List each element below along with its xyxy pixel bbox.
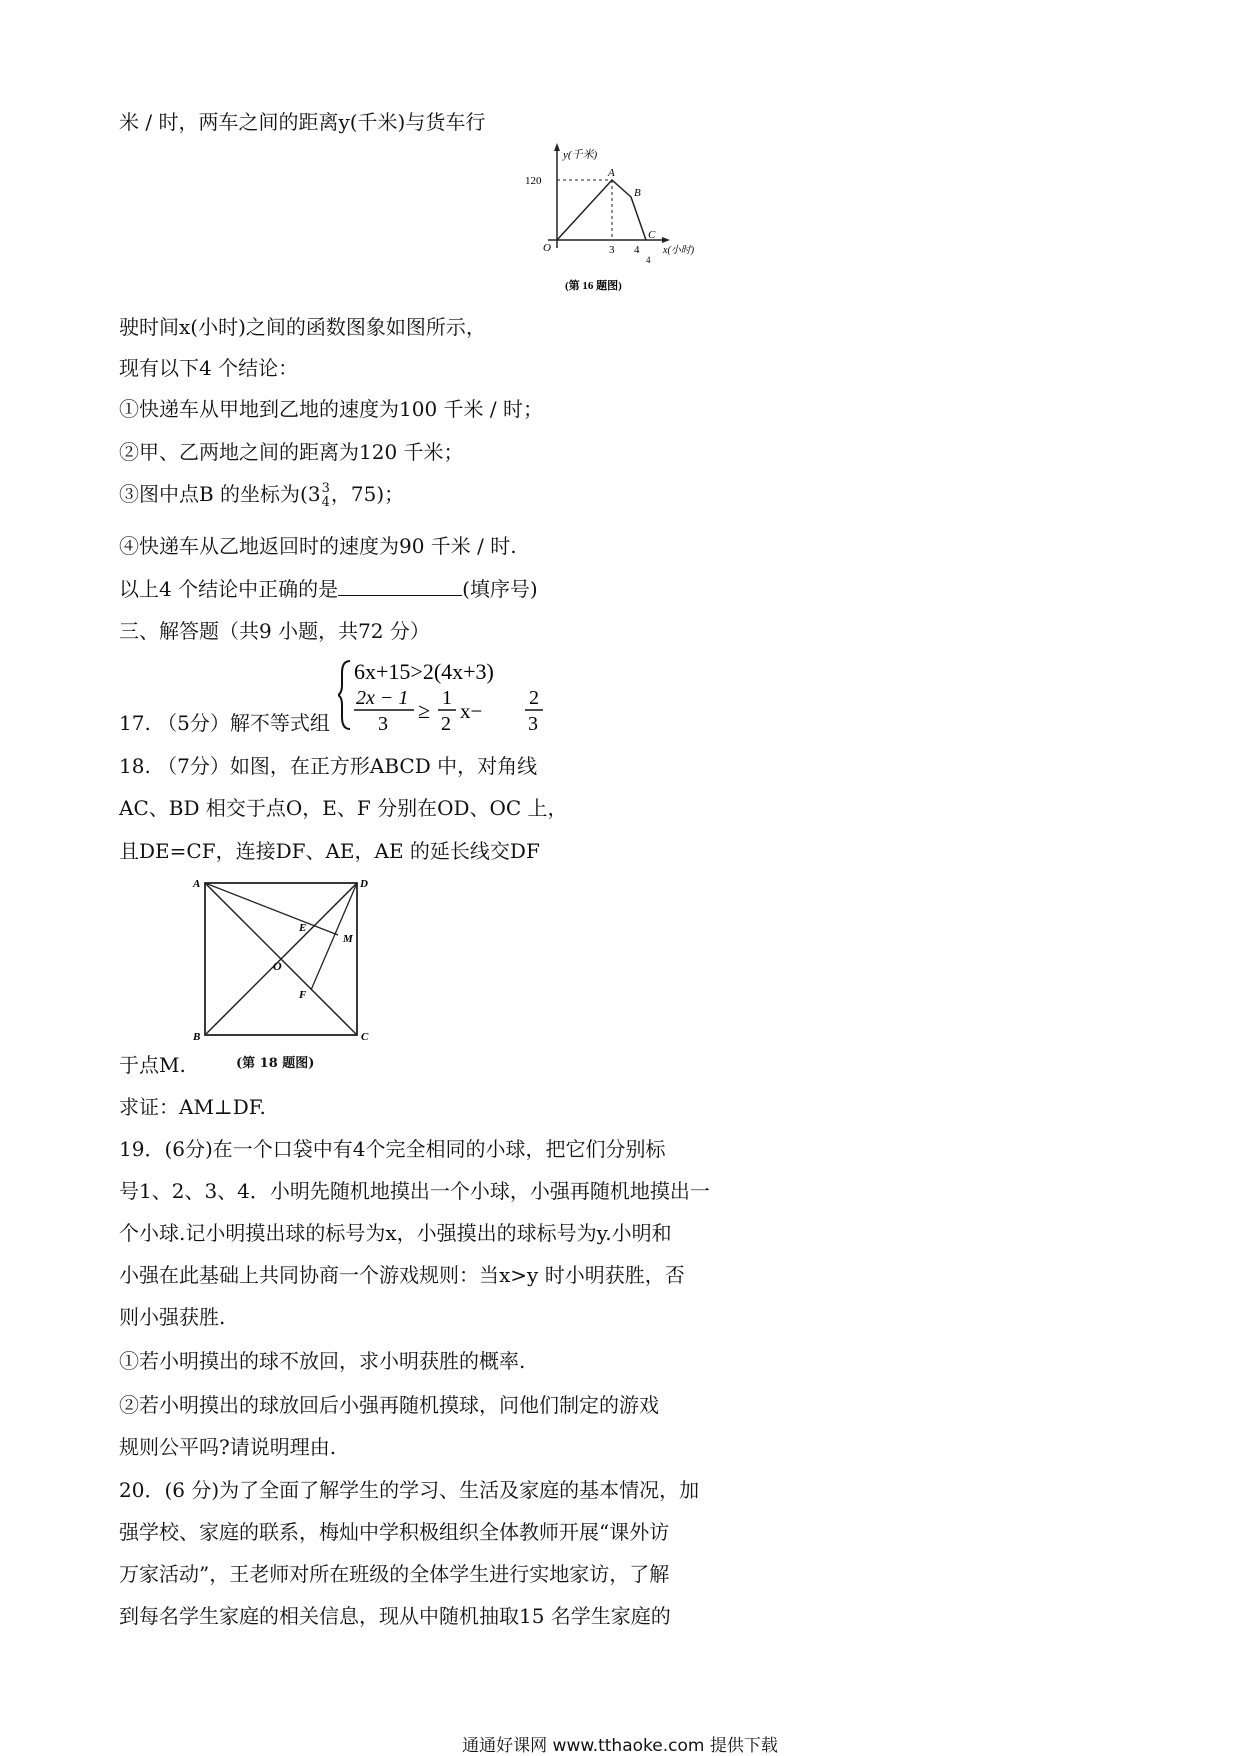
y-tick-120: 120 (525, 175, 542, 187)
row2-denominator-3: 3 (528, 713, 538, 735)
question-19-part-1: ①若小明摸出的球不放回，求小明获胜的概率. (119, 1349, 526, 1373)
row2-numerator-1: 2x − 1 (356, 687, 409, 709)
text-line-7: ④快递车从乙地返回时的速度为90 千米 / 时. (119, 534, 517, 558)
question-19-part-2-line-2: 规则公平吗?请说明理由. (119, 1435, 337, 1459)
text-line-8-post: (填序号) (462, 577, 538, 601)
question-18-line-3: 且DE=CF，连接DF、AE，AE 的延长线交DF (119, 839, 540, 863)
text-line-6 (119, 478, 404, 510)
row2-middle: x− (460, 699, 483, 723)
text-line-8-pre: 以上4 个结论中正确的是 (119, 577, 339, 601)
graph-polyline (557, 180, 646, 240)
question-17: 17. （5分）解不等式组 (119, 711, 330, 735)
figure-18-square (185, 875, 380, 1065)
point-b-label: B (634, 187, 641, 199)
greater-equal-sign: ≥ (418, 698, 431, 723)
x-tick-frac: 4 (646, 255, 651, 265)
x-tick-3: 3 (609, 244, 615, 256)
question-20-line-4: 到每名学生家庭的相关信息，现从中随机抽取15 名学生家庭的 (119, 1604, 671, 1628)
text-line-6-post: ，75)； (330, 482, 405, 506)
question-18-line-1: 18. （7分）如图，在正方形ABCD 中，对角线 (119, 754, 538, 778)
figure-16-caption: (第 16 题图) (565, 280, 622, 292)
label-e: E (299, 922, 307, 934)
inequality-system (338, 655, 558, 735)
row2-denominator-2: 2 (441, 713, 451, 735)
inequality-row-1: 6x+15>2(4x+3) (354, 659, 494, 684)
y-axis-arrow-icon (554, 143, 560, 151)
question-19-line-5: 则小强获胜. (119, 1305, 226, 1329)
answer-blank (338, 577, 462, 596)
label-b: B (193, 1031, 201, 1043)
question-19-line-1: 19．(6分)在一个口袋中有4个完全相同的小球，把它们分别标 (119, 1137, 666, 1161)
text-line-2: 驶时间x(小时)之间的函数图象如图所示， (119, 315, 486, 339)
figure-18-caption: (第 18 题图) (236, 1056, 315, 1071)
point-a-label: A (608, 167, 615, 179)
point-c-label: C (648, 229, 656, 241)
page-footer: 通通好课网 www.tthaoke.com 提供下载 (462, 1736, 778, 1756)
question-20-line-1: 20．(6 分)为了全面了解学生的学习、生活及家庭的基本情况，加 (119, 1478, 700, 1502)
question-20-line-3: 万家活动”，王老师对所在班级的全体学生进行实地家访，了解 (119, 1562, 670, 1586)
row2-denominator-1: 3 (378, 713, 388, 735)
fraction-denominator: 4 (321, 494, 330, 510)
question-19-line-4: 小强在此基础上共同协商一个游戏规则：当x>y 时小明获胜，否 (119, 1263, 685, 1287)
text-line-5: ②甲、乙两地之间的距离为120 千米； (119, 440, 464, 464)
x-axis-arrow-icon (662, 237, 670, 243)
row2-numerator-3: 2 (529, 687, 539, 709)
text-line-4: ①快递车从甲地到乙地的速度为100 千米 / 时； (119, 397, 543, 421)
label-f: F (299, 989, 307, 1001)
y-axis-label: y(千米) (563, 149, 598, 161)
origin-label: O (543, 242, 551, 254)
label-o: O (273, 959, 282, 973)
question-18-line-4: 于点M. (119, 1053, 186, 1077)
fraction-three-quarters (322, 482, 330, 510)
question-20-line-2: 强学校、家庭的联系，梅灿中学积极组织全体教师开展“课外访 (119, 1520, 670, 1544)
x-tick-4: 4 (634, 244, 640, 256)
question-19-line-2: 号1、2、3、4．小明先随机地摸出一个小球，小强再随机地摸出一 (119, 1179, 710, 1203)
fraction-numerator: 3 (321, 480, 330, 496)
question-19-part-2-line-1: ②若小明摸出的球放回后小强再随机摸球，问他们制定的游戏 (119, 1393, 659, 1417)
question-18-prove: 求证：AM⊥DF. (119, 1095, 266, 1119)
label-a: A (193, 878, 201, 890)
label-m: M (343, 933, 353, 945)
left-brace (338, 661, 350, 729)
segment-am (205, 883, 338, 935)
question-19-line-3: 个小球.记小明摸出球的标号为x，小强摸出的球标号为y.小明和 (119, 1221, 672, 1245)
text-line-3: 现有以下4 个结论： (119, 356, 299, 380)
question-18-line-2: AC、BD 相交于点O，E、F 分别在OD、OC 上， (119, 796, 568, 820)
row2-numerator-2: 1 (442, 687, 452, 709)
text-line-1: 米 / 时，两车之间的距离y(千米)与货车行 (119, 110, 486, 134)
figure-16-function-graph (470, 140, 710, 300)
label-d: D (360, 878, 368, 890)
section-heading-3: 三、解答题（共9 小题，共72 分） (119, 619, 430, 643)
label-c: C (361, 1031, 369, 1043)
text-line-6-pre: ③图中点B 的坐标为(3 (119, 482, 321, 506)
x-axis-label: x(小时) (663, 245, 695, 256)
text-line-8 (119, 573, 538, 602)
